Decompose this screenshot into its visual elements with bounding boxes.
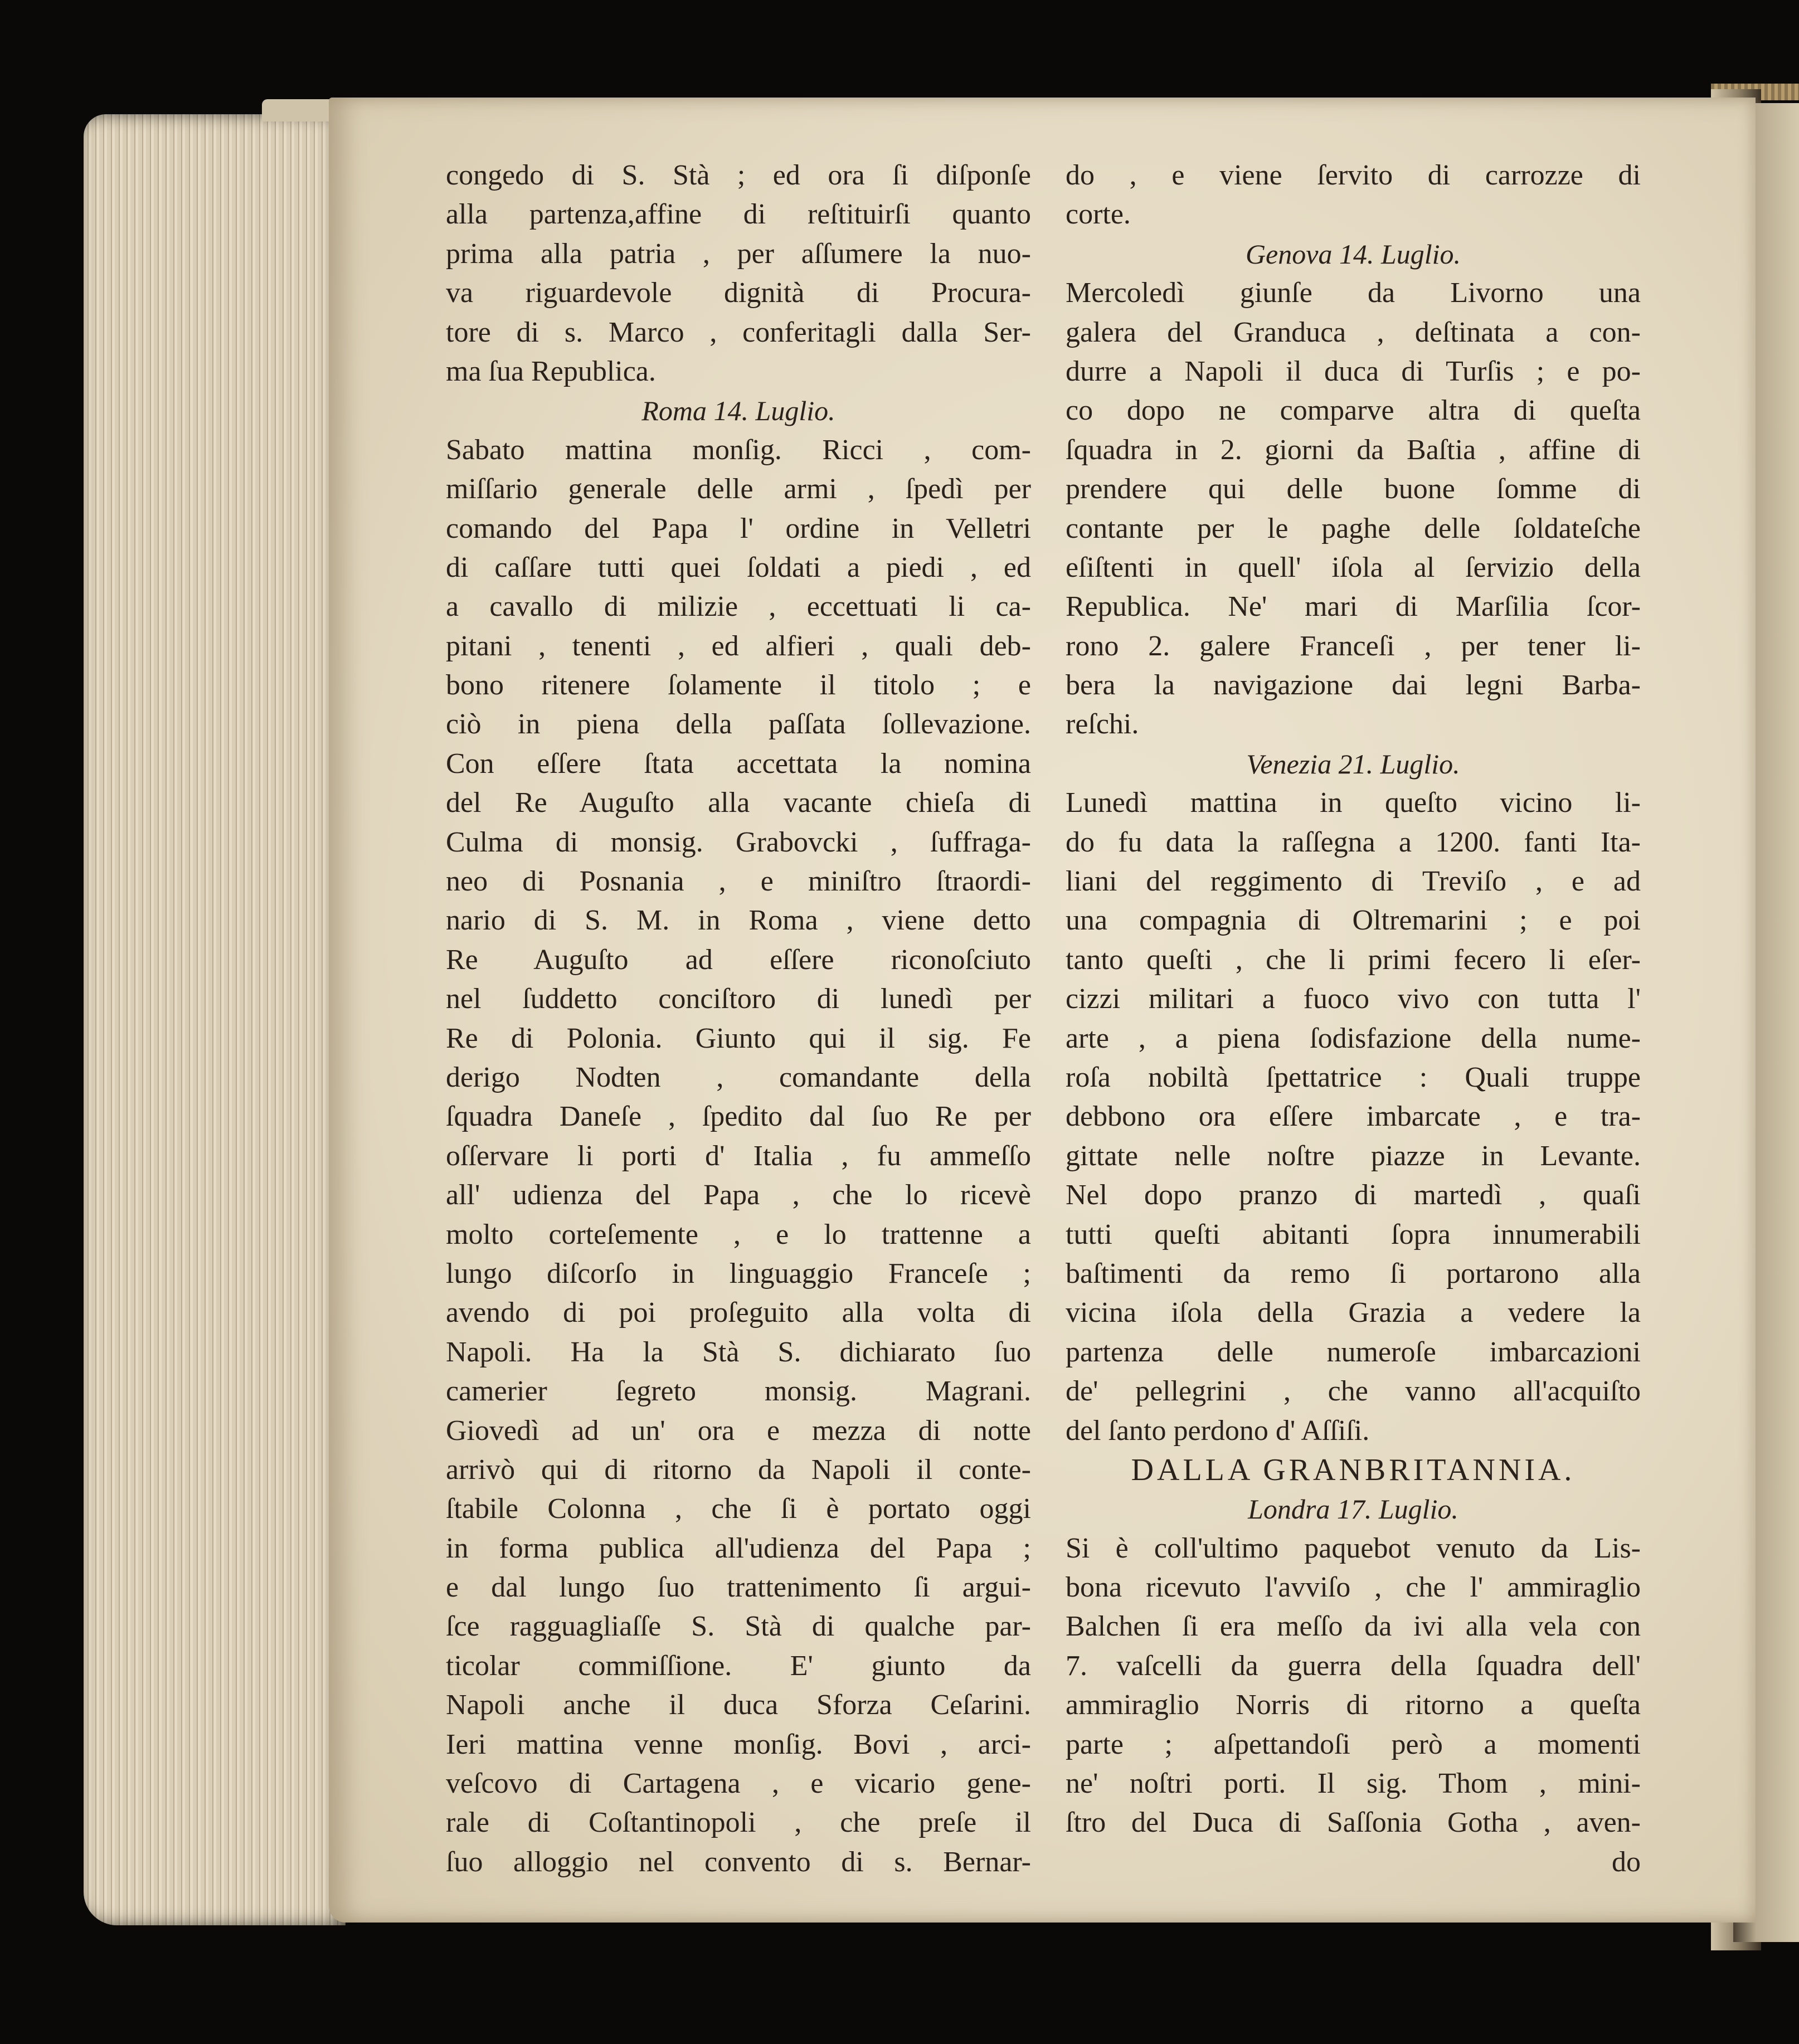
text-line: baſtimenti da remo ſi portarono alla [1066,1257,1641,1289]
text-line: arte , a piena ſodisfazione della nume- [1066,1022,1641,1054]
text-line: ammiraglio Norris di ritorno a queſta [1066,1689,1641,1721]
text-line: del Re Auguſto alla vacante chieſa di [446,787,1031,819]
text-line: ſuo alloggio nel convento di s. Bernar- [446,1846,1031,1878]
text-line: miſſario generale delle armi , ſpedì per [446,473,1031,505]
text-line: 7. vaſcelli da guerra della ſquadra dell' [1066,1649,1641,1682]
text-line: oſſervare li porti d' Italia , fu ammeſſo [446,1140,1031,1172]
dateline-londra [1066,1490,1641,1529]
dateline-place: Roma [641,395,707,427]
text-line: del ſanto perdono d' Aſſiſi. [1066,1414,1370,1447]
text-line: Culma di monsig. Grabovcki , ſuffraga- [446,826,1031,858]
text-line: rono 2. galere Franceſi , per tener li- [1066,630,1641,662]
text-line: tutti queſti abitanti ſopra innumerabili [1066,1218,1641,1250]
text-line: tore di s. Marco , conferitagli dalla Ser- [446,316,1031,348]
text-line: va riguardevole dignità di Procura- [446,277,1031,309]
dateline-date: 14. Luglio. [1339,238,1461,270]
text-line: parte ; aſpettandoſi però a momenti [1066,1728,1641,1760]
text-line: prima alla patria , per aſſumere la nuo- [446,237,1031,270]
text-line: contante per le paghe delle ſoldateſche [1066,512,1641,544]
dateline-place: Genova [1245,238,1333,270]
text-line: Napoli anche il duca Sforza Ceſarini. [446,1689,1031,1721]
text-line: neo di Posnania , e miniſtro ſtraordi- [446,865,1031,898]
text-line: Mercoledì giunſe da Livorno una [1066,277,1641,309]
text-line: di caſſare tutti quei ſoldati a piedi , ed [446,551,1031,583]
text-line: Si è coll'ultimo paquebot venuto da Lis- [1066,1532,1641,1564]
text-line: do fu data la raſſegna a 1200. fanti Ita- [1066,826,1641,858]
text-line: a cavallo di milizie , eccettuati li ca- [446,591,1031,623]
text-line: comando del Papa l' ordine in Velletri [446,512,1031,544]
dateline-place: Venezia [1246,748,1332,780]
text-line: rale di Coſtantinopoli , che preſe il [446,1807,1031,1839]
text-line: veſcovo di Cartagena , e vicario gene- [446,1768,1031,1800]
dateline-date: 14. Luglio. [713,395,835,427]
text-line: durre a Napoli il duca di Turſis ; e po- [1066,355,1641,387]
text-line: ma ſua Republica. [446,355,656,387]
text-line: ſtabile Colonna , che ſi è portato oggi [446,1493,1031,1525]
text-line: debbono ora eſſere imbarcate , e tra- [1066,1101,1641,1133]
text-line: ſtro del Duca di Saſſonia Gotha , aven- [1066,1807,1641,1839]
right-column [1066,156,1641,1882]
text-line: bono ritenere ſolamente il titolo ; e [446,669,1031,702]
text-line: Giovedì ad un' ora e mezza di notte [446,1414,1031,1447]
dateline-venezia [1066,744,1641,783]
text-line: lungo diſcorſo in linguaggio Franceſe ; [446,1257,1031,1289]
text-line: co dopo ne comparve altra di queſta [1066,395,1641,427]
text-line: gittate nelle noſtre piazze in Levante. [1066,1140,1641,1172]
text-line: bona ricevuto l'avviſo , che l' ammiraglio [1066,1571,1641,1604]
page-edges [84,114,346,1925]
text-line: prendere qui delle buone ſomme di [1066,473,1641,505]
text-line: derigo Nodten , comandante della [446,1061,1031,1093]
text-line: avendo di poi proſeguito alla volta di [446,1297,1031,1329]
text-line: nel ſuddetto conciſtoro di lunedì per [446,983,1031,1015]
text-line: congedo di S. Stà ; ed ora ſi diſponſe [446,159,1031,191]
text-line: do , e viene ſervito di carrozze di [1066,159,1641,191]
text-line: Re di Polonia. Giunto qui il sig. Fe [446,1022,1031,1054]
text-line: ſquadra Daneſe , ſpedito dal ſuo Re per [446,1101,1031,1133]
text-line: reſchi. [1066,708,1139,741]
text-line: arrivò qui di ritorno da Napoli il conte- [446,1453,1031,1486]
text-line: bera la navigazione dai legni Barba- [1066,669,1641,702]
text-line: Balchen ſi era meſſo da ivi alla vela con [1066,1610,1641,1643]
text-line: camerier ſegreto monsig. Magrani. [446,1375,1031,1408]
text-line: Ieri mattina venne monſig. Bovi , arci- [446,1728,1031,1760]
text-line: molto corteſemente , e lo trattenne a [446,1218,1031,1250]
text-line: cizzi militari a fuoco vivo con tutta l' [1066,983,1641,1015]
text-line: Republica. Ne' mari di Marſilia ſcor- [1066,591,1641,623]
left-column [446,156,1031,1882]
text-line: de' pellegrini , che vanno all'acquiſto [1066,1375,1641,1408]
text-line: e dal lungo ſuo trattenimento ſi argui- [446,1571,1031,1604]
text-line: Napoli. Ha la Stà S. dichiarato ſuo [446,1336,1031,1368]
text-line: roſa nobiltà ſpettatrice : Quali truppe [1066,1061,1641,1093]
text-line: corte. [1066,198,1131,231]
dateline-place: Londra [1248,1493,1330,1525]
text-line: ciò in piena della paſſata ſollevazione. [446,708,1031,741]
dateline-date: 17. Luglio. [1336,1493,1458,1525]
text-line: partenza delle numeroſe imbarcazioni [1066,1336,1641,1368]
text-line: Nel dopo pranzo di martedì , quaſi [1066,1179,1641,1211]
text-line: Con eſſere ſtata accettata la nomina [446,747,1031,780]
text-line: ticolar commiſſione. E' giunto da [446,1649,1031,1682]
text-line: eſiſtenti in quell' iſola al ſervizio della [1066,551,1641,583]
text-line: alla partenza,affine di reſtituirſi quanto [446,198,1031,231]
text-line: Lunedì mattina in queſto vicino li- [1066,787,1641,819]
text-line: Re Auguſto ad eſſere riconoſciuto [446,943,1031,976]
catchword: do [1612,1846,1641,1878]
text-line: ſquadra in 2. giorni da Baſtia , affine di [1066,434,1641,466]
text-line: pitani , tenenti , ed alfieri , quali deb- [446,630,1031,662]
text-line: tanto queſti , che li primi fecero li eſer- [1066,943,1641,976]
text-line: galera del Granduca , deſtinata a con- [1066,316,1641,348]
dateline-date: 21. Luglio. [1338,748,1460,780]
text-line: ne' noſtri porti. Il sig. Thom , mini- [1066,1768,1641,1800]
text-line: una compagnia di Oltremarini ; e poi [1066,904,1641,937]
text-line: in forma publica all'udienza del Papa ; [446,1532,1031,1564]
dateline-roma [446,391,1031,430]
text-line: liani del reggimento di Treviſo , e ad [1066,865,1641,898]
text-line: all' udienza del Papa , che lo ricevè [446,1179,1031,1211]
section-heading: DALLA GRANBRITANNIA. [1131,1452,1576,1487]
text-line: nario di S. M. in Roma , viene detto [446,904,1031,937]
dateline-genova [1066,235,1641,274]
text-line: ſce ragguagliaſſe S. Stà di qualche par- [446,1610,1031,1643]
text-line: Sabato mattina monſig. Ricci , com- [446,434,1031,466]
text-line: vicina iſola della Grazia a vedere la [1066,1297,1641,1329]
